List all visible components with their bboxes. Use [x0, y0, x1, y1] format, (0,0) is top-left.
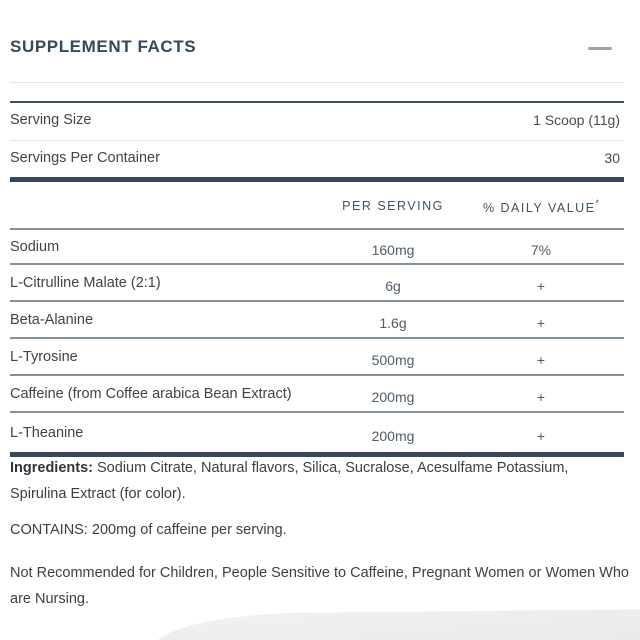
divider	[10, 82, 624, 83]
divider	[10, 101, 624, 103]
table-row	[10, 376, 624, 411]
nutrient-label: L-Citrulline Malate (2:1)	[10, 274, 161, 291]
collapse-minus-icon[interactable]	[588, 47, 612, 50]
nutrient-amount: 6g	[385, 277, 401, 294]
nutrient-amount: 200mg	[371, 388, 415, 405]
product-image-edge	[153, 609, 640, 640]
col-header-per-serving: PER SERVING	[342, 199, 444, 213]
nutrient-label: Sodium	[10, 238, 60, 255]
nutrient-label: L-Theanine	[10, 424, 84, 441]
nutrient-amount: 200mg	[371, 427, 415, 444]
table-row	[10, 413, 624, 452]
table-row	[10, 339, 624, 374]
nutrient-amount: 160mg	[371, 241, 415, 258]
ingredients-paragraph	[10, 455, 598, 507]
serving-size-row	[10, 105, 624, 135]
servings-per-container-label: Servings Per Container	[10, 150, 160, 166]
contains-paragraph: CONTAINS: 200mg of caffeine per serving.	[10, 522, 287, 538]
servings-per-container-row	[10, 143, 624, 173]
nutrient-label: Beta-Alanine	[10, 311, 94, 328]
nutrient-label: L-Tyrosine	[10, 348, 78, 365]
nutrient-daily-value: +	[536, 351, 546, 368]
section-title: SUPPLEMENT FACTS	[10, 37, 197, 56]
table-row	[10, 302, 624, 337]
table-header-row	[10, 184, 624, 228]
ingredients-text: Sodium Citrate, Natural flavors, Silica, Sucralose, Acesulfame Potassium, Spirulina Extract (for color).	[10, 460, 569, 502]
nutrient-amount: 1.6g	[379, 314, 407, 331]
thick-divider-top	[10, 177, 624, 182]
table-row	[10, 230, 624, 263]
nutrient-daily-value: +	[536, 277, 546, 294]
nutrient-daily-value: +	[536, 314, 546, 331]
table-row	[10, 265, 624, 300]
nutrient-amount: 500mg	[371, 351, 415, 368]
serving-size-label: Serving Size	[10, 112, 92, 128]
nutrient-daily-value: +	[536, 427, 546, 444]
warning-paragraph: Not Recommended for Children, People Sensitive to Caffeine, Pregnant Women or Women Who are Nursing.	[10, 565, 629, 607]
servings-per-container-value: 30	[604, 150, 620, 166]
footnote-asterisk: *	[595, 197, 600, 208]
serving-size-value: 1 Scoop (11g)	[533, 112, 620, 128]
nutrient-daily-value: 7%	[530, 241, 552, 258]
col-header-daily-value: % DAILY VALUE*	[482, 197, 600, 215]
divider	[10, 140, 624, 141]
nutrient-label: Caffeine (from Coffee arabica Bean Extract)	[10, 385, 292, 402]
nutrient-daily-value: +	[536, 388, 546, 405]
ingredients-label: Ingredients:	[10, 460, 93, 476]
